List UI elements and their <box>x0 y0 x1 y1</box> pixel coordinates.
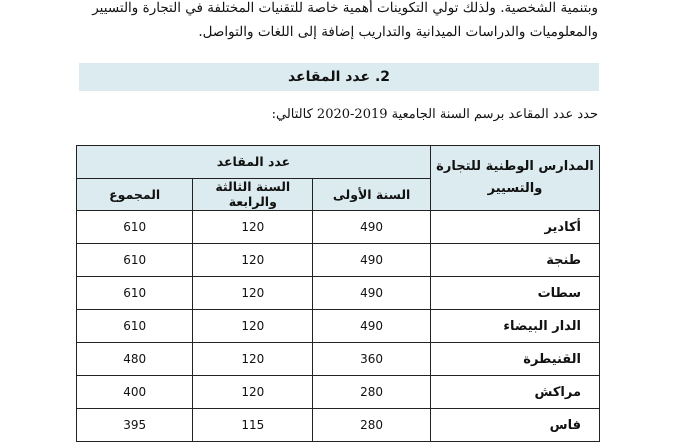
first-year-cell: 490 <box>313 310 431 343</box>
first-year-cell: 280 <box>313 409 431 442</box>
header-school: المدارس الوطنية للتجارة والتسيير <box>430 146 599 211</box>
seats-table <box>76 145 600 442</box>
third-fourth-cell: 120 <box>193 310 313 343</box>
city-cell: سطات <box>430 277 599 310</box>
total-cell: 610 <box>77 277 193 310</box>
section-heading: 2. عدد المقاعد <box>79 63 599 91</box>
table-row <box>77 277 600 310</box>
table-row <box>77 244 600 277</box>
total-cell: 610 <box>77 244 193 277</box>
third-fourth-cell: 120 <box>193 277 313 310</box>
total-cell: 480 <box>77 343 193 376</box>
city-cell: مراكش <box>430 376 599 409</box>
total-cell: 610 <box>77 211 193 244</box>
intro-paragraph-line-1: وبتنمية الشخصية. ولذلك تولي التكوينات أهمية خاصة للتقنيات المختلفة في التجارة والتسيير <box>92 0 598 16</box>
header-first-year: السنة الأولى <box>313 178 431 211</box>
city-cell: أكادير <box>430 211 599 244</box>
table-row <box>77 211 600 244</box>
city-cell: الدار البيضاء <box>430 310 599 343</box>
city-cell: القنيطرة <box>430 343 599 376</box>
first-year-cell: 490 <box>313 211 431 244</box>
first-year-cell: 360 <box>313 343 431 376</box>
header-total: المجموع <box>77 178 193 211</box>
total-cell: 395 <box>77 409 193 442</box>
city-cell: طنجة <box>430 244 599 277</box>
table-row <box>77 409 600 442</box>
third-fourth-cell: 115 <box>193 409 313 442</box>
total-cell: 610 <box>77 310 193 343</box>
intro-paragraph-line-2: والمعلوميات والدراسات الميدانية والتداريب إضافة إلى اللغات والتواصل. <box>198 24 598 40</box>
third-fourth-cell: 120 <box>193 376 313 409</box>
header-seats-group: عدد المقاعد <box>77 146 431 179</box>
first-year-cell: 490 <box>313 244 431 277</box>
lead-text: حدد عدد المقاعد برسم السنة الجامعية 2019-2020 كالتالي: <box>271 107 598 122</box>
table-row <box>77 343 600 376</box>
city-cell: فاس <box>430 409 599 442</box>
first-year-cell: 280 <box>313 376 431 409</box>
third-fourth-cell: 120 <box>193 244 313 277</box>
table-row <box>77 376 600 409</box>
first-year-cell: 490 <box>313 277 431 310</box>
third-fourth-cell: 120 <box>193 211 313 244</box>
total-cell: 400 <box>77 376 193 409</box>
header-third-fourth-year: السنة الثالثة والرابعة <box>193 178 313 211</box>
table-row <box>77 310 600 343</box>
third-fourth-cell: 120 <box>193 343 313 376</box>
